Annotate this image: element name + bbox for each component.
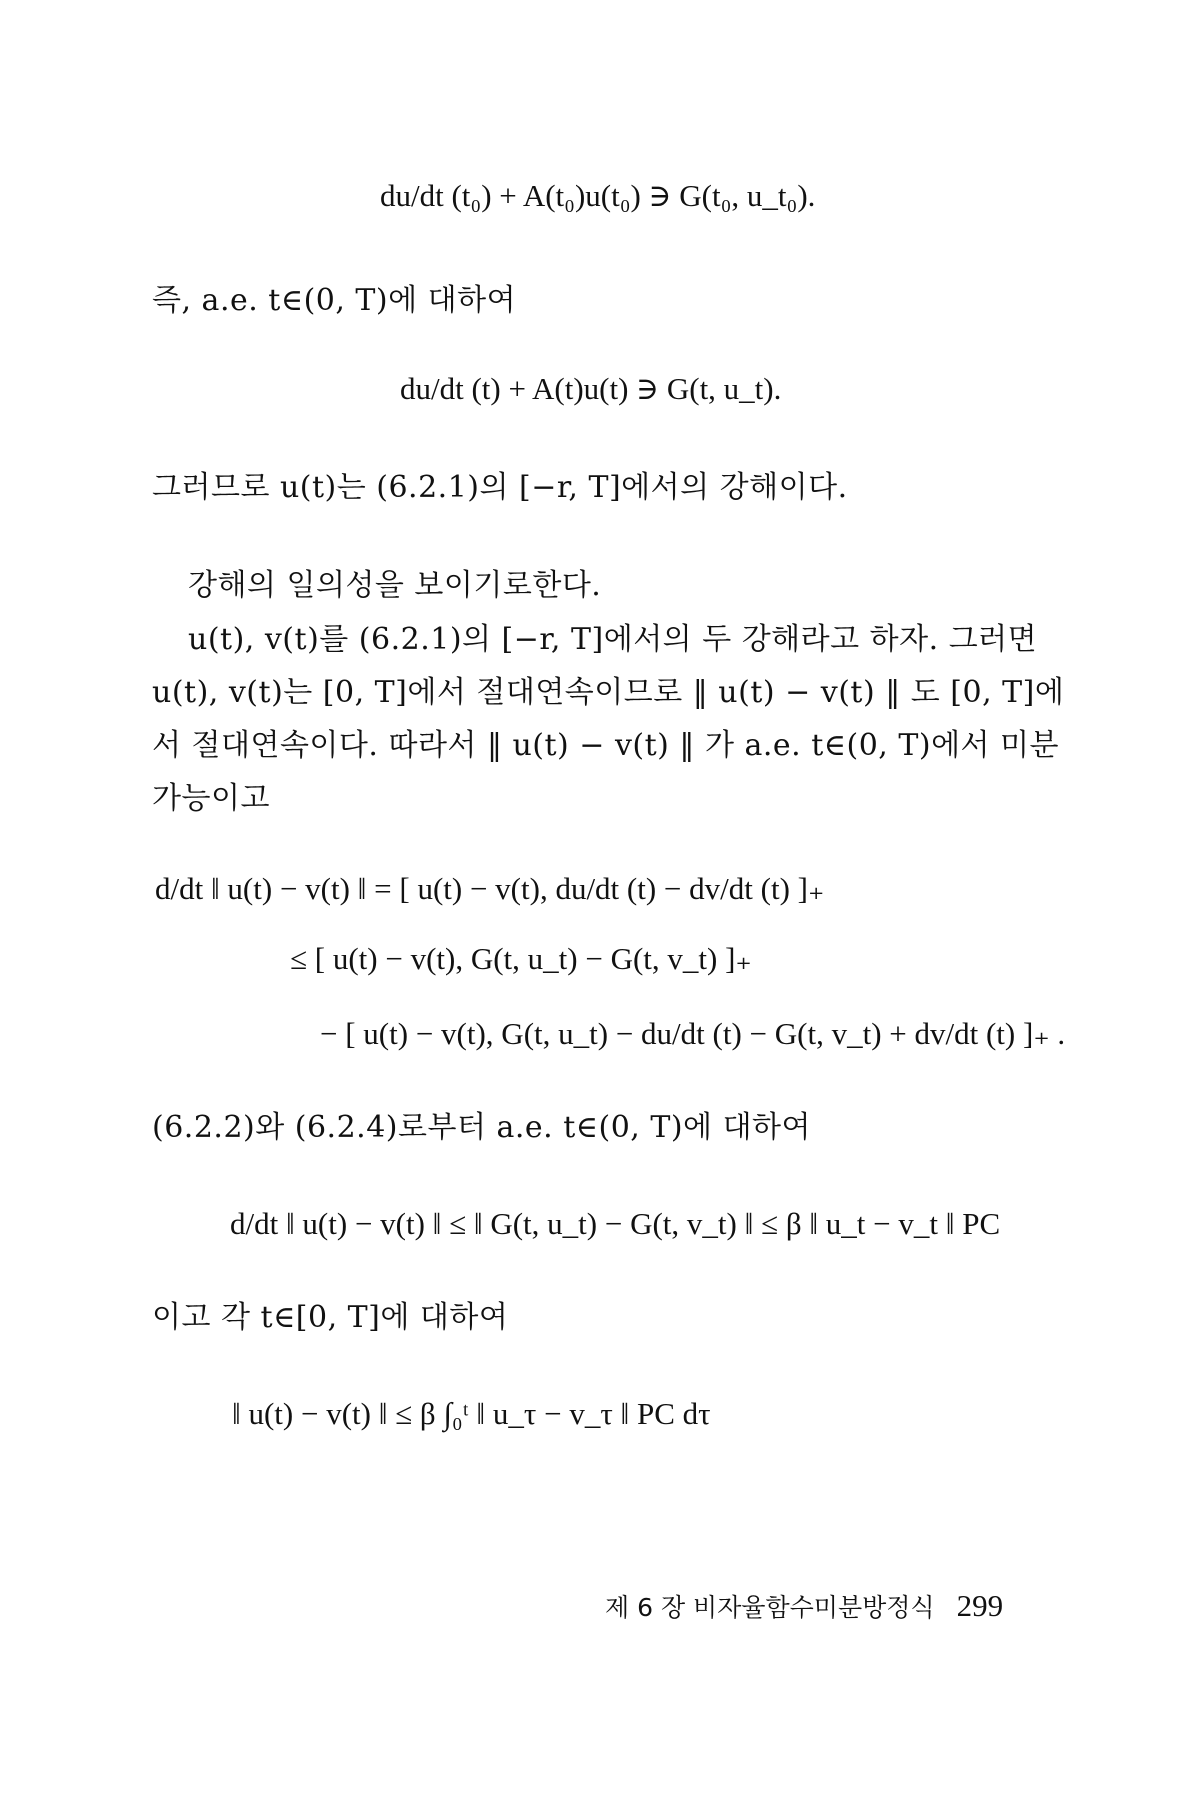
paragraph-2-line-4: 가능이고 bbox=[152, 781, 270, 816]
paragraph-1: 강해의 일의성을 보이기로한다. bbox=[188, 568, 602, 603]
text-line-4: 이고 각 t∈[0, T]에 대하여 bbox=[152, 1300, 509, 1335]
page-footer bbox=[605, 1588, 1003, 1624]
equation-3-line-2: ≤ [ u(t) − v(t), G(t, u_t) − G(t, v_t) ]₊ bbox=[290, 941, 752, 976]
page-number: 299 bbox=[956, 1588, 1004, 1623]
equation-3-line-1: d/dt ‖ u(t) − v(t) ‖ = [ u(t) − v(t), du/dt (t) − dv/dt (t) ]₊ bbox=[155, 871, 825, 906]
text-line-3: (6.2.2)와 (6.2.4)로부터 a.e. t∈(0, T)에 대하여 bbox=[152, 1110, 812, 1145]
equation-1: du/dt (t₀) + A(t₀)u(t₀) ∋ G(t₀, u_t₀). bbox=[380, 178, 816, 213]
equation-5: ‖ u(t) − v(t) ‖ ≤ β ∫₀ᵗ ‖ u_τ − v_τ ‖ PC dτ bbox=[232, 1396, 711, 1431]
equation-2: du/dt (t) + A(t)u(t) ∋ G(t, u_t). bbox=[400, 371, 782, 406]
chapter-title: 제 6 장 비자율함수미분방정식 bbox=[605, 1593, 935, 1622]
text-line-1: 즉, a.e. t∈(0, T)에 대하여 bbox=[152, 283, 517, 318]
paragraph-2-line-1: u(t), v(t)를 (6.2.1)의 [−r, T]에서의 두 강해라고 하자. 그러면 bbox=[188, 622, 1038, 657]
text-line-2: 그러므로 u(t)는 (6.2.1)의 [−r, T]에서의 강해이다. bbox=[152, 470, 848, 505]
equation-3-line-3: − [ u(t) − v(t), G(t, u_t) − du/dt (t) − G(t, v_t) + dv/dt (t) ]₊ . bbox=[320, 1016, 1066, 1051]
equation-4: d/dt ‖ u(t) − v(t) ‖ ≤ ‖ G(t, u_t) − G(t, v_t) ‖ ≤ β ‖ u_t − v_t ‖ PC bbox=[230, 1206, 1001, 1241]
paragraph-2-line-3: 서 절대연속이다. 따라서 ‖ u(t) − v(t) ‖ 가 a.e. t∈(0, T)에서 미분 bbox=[152, 728, 1060, 763]
paragraph-2-line-2: u(t), v(t)는 [0, T]에서 절대연속이므로 ‖ u(t) − v(t) ‖ 도 [0, T]에 bbox=[152, 675, 1065, 710]
